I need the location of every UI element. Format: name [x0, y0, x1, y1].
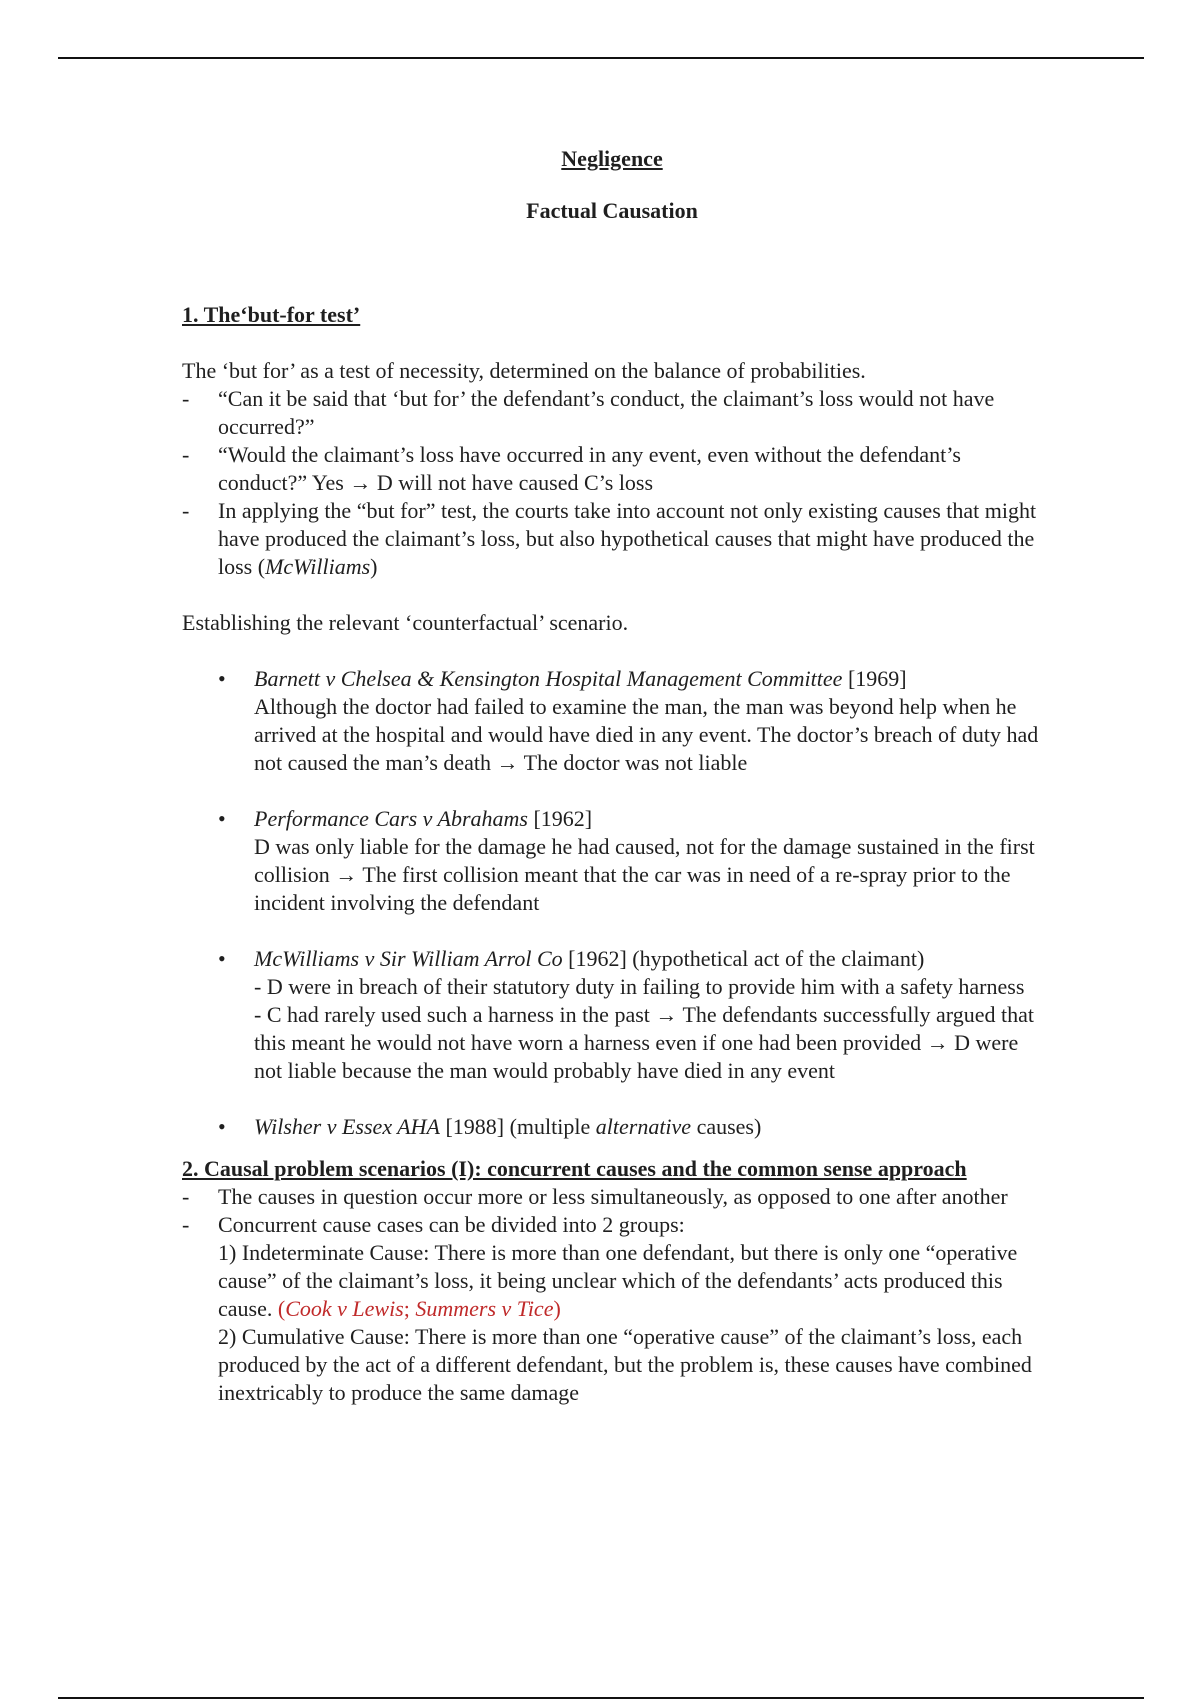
indeterminate-cause: 1) Indeterminate Cause: There is more than one defendant, but there is only one “operative cause” of the claimant’s loss, it being unclear which of the defendants’ acts produced this cause. — [218, 1240, 1018, 1321]
case-citation: McWilliams — [265, 554, 371, 579]
document-subtitle: Factual Causation — [526, 198, 698, 223]
case-name: Performance Cars v Abrahams — [254, 806, 528, 831]
case-summary: Although the doctor had failed to examine the man, the man was beyond help when he arrived at the hospital and would have died in any event. The doctor’s breach of duty had not caused the man’s death → The doctor was not liable — [254, 694, 1039, 775]
case-year: [1962] — [527, 806, 593, 831]
case-summary: - C had rarely used such a harness in the past → The defendants successfully argued that this meant he would not have worn a harness even if one had been provided → D were not liable because the man would probably have died in any event — [254, 1002, 1034, 1083]
case-item — [182, 805, 1042, 917]
document-page — [182, 145, 1042, 1407]
case-summary: D was only liable for the damage he had caused, not for the damage sustained in the first collision → The first collision meant that the car was in need of a re-spray prior to the incident involving the defendant — [254, 834, 1035, 915]
case-name: Wilsher v Essex AHA — [254, 1114, 440, 1139]
bullet-icon: • — [218, 806, 226, 831]
dash-item: - “Would the claimant’s loss have occurred in any event, even without the defendant’s conduct?” Yes → D will not have caused C’s loss — [182, 441, 1042, 497]
bullet-icon: • — [218, 946, 226, 971]
case-citation: Cook v Lewis — [285, 1296, 404, 1321]
cumulative-cause: 2) Cumulative Cause: There is more than one “operative cause” of the claimant’s loss, each produced by the act of a different defendant, but the problem is, these causes have combined inextricably to produce the same damage — [218, 1324, 1032, 1405]
section2-dash-list — [182, 1183, 1042, 1407]
section2-heading: 2. Causal problem scenarios (I): concurrent causes and the common sense approach — [182, 1156, 967, 1181]
case-item — [182, 665, 1042, 777]
section1-intro: The ‘but for’ as a test of necessity, determined on the balance of probabilities. — [182, 358, 866, 383]
bullet-icon: • — [218, 1114, 226, 1139]
case-list — [182, 665, 1042, 1141]
dash-item: - The causes in question occur more or less simultaneously, as opposed to one after another — [182, 1183, 1042, 1211]
case-name: McWilliams v Sir William Arrol Co — [254, 946, 563, 971]
case-item: • Wilsher v Essex AHA [1988] (multiple alternative causes) — [218, 1114, 762, 1139]
case-citation: Summers v Tice — [415, 1296, 554, 1321]
bullet-icon: • — [218, 666, 226, 691]
case-year: [1969] — [842, 666, 907, 691]
dash-item: - “Can it be said that ‘but for’ the defendant’s conduct, the claimant’s loss would not have occurred?” — [182, 385, 1042, 441]
dash-item: - Concurrent cause cases can be divided into 2 groups: 1) Indeterminate Cause: There is more than one defendant, but there is only one “operative cause” of the claimant’s loss, it being unclear which of the defendants’ acts produced this cause. (Cook v Lewis; Summers v Tice) 2) Cumulative Cause: There is more than one “operative cause” of the claimant’s loss, each produced by the act of a different defendant, but the problem is, these causes have combined inextricably to produce the same damage — [182, 1211, 1042, 1407]
counterfactual-text: Establishing the relevant ‘counterfactual’ scenario. — [182, 610, 629, 635]
case-year: [1962] — [562, 946, 627, 971]
section1-dash-list — [182, 385, 1042, 581]
section1-heading: 1. The‘but-for test’ — [182, 302, 361, 327]
document-title: Negligence — [561, 146, 663, 171]
case-note: (hypothetical act of the claimant) — [626, 946, 925, 971]
case-name: Barnett v Chelsea & Kensington Hospital Management Committee — [254, 666, 843, 691]
top-rule — [58, 57, 1144, 59]
case-summary: - D were in breach of their statutory duty in failing to provide him with a safety harness — [254, 974, 1025, 999]
case-item — [182, 945, 1042, 1085]
dash-item: - In applying the “but for” test, the courts take into account not only existing causes that might have produced the claimant’s loss, but also hypothetical causes that might have produced the loss (McWilliams) — [182, 497, 1042, 581]
bottom-rule — [58, 1697, 1144, 1699]
